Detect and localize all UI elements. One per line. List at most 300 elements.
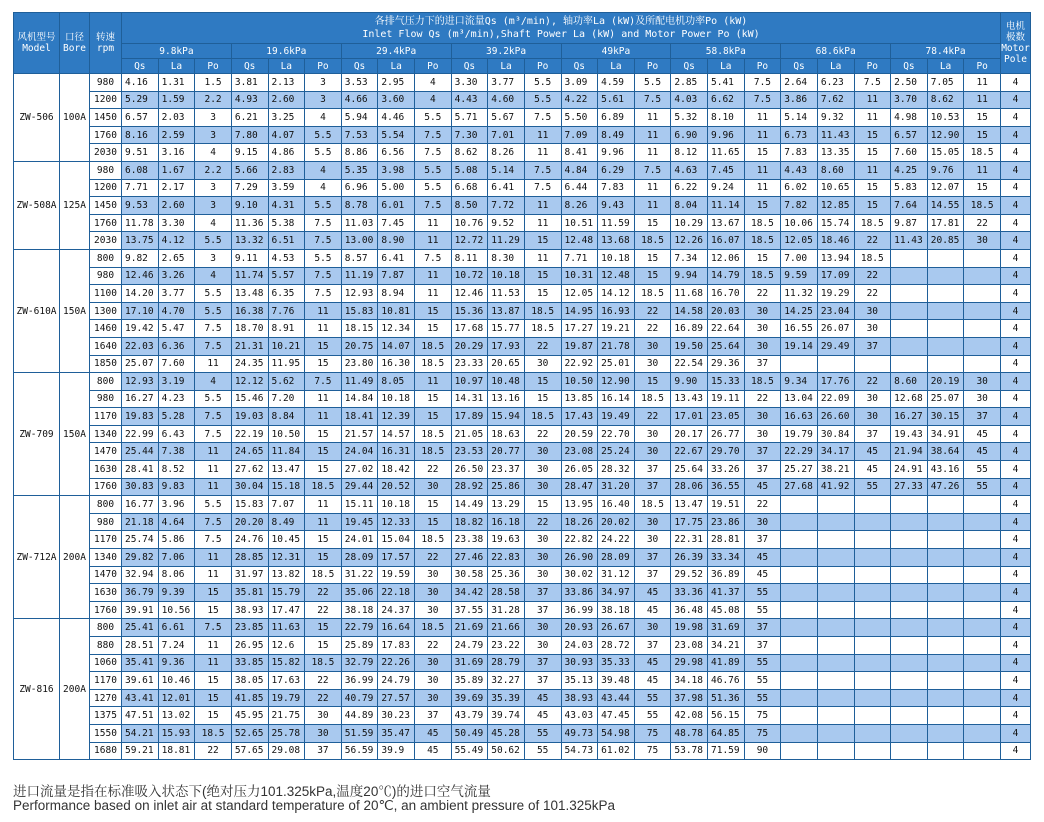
qs-cell: 26.05 [561, 461, 598, 479]
table-row [14, 724, 1031, 742]
qs-cell: 5.66 [231, 161, 268, 179]
rpm-cell: 1760 [90, 214, 122, 232]
qs-cell: 23.33 [451, 355, 488, 373]
qs-cell: 9.51 [122, 144, 159, 162]
po-cell: 11 [744, 161, 781, 179]
qs-cell: 30.83 [122, 478, 159, 496]
qs-cell: 22.67 [671, 443, 708, 461]
la-cell: 28.09 [598, 549, 635, 567]
la-cell: 6.01 [378, 197, 415, 215]
po-cell: 3 [195, 197, 232, 215]
la-cell: 19.59 [378, 566, 415, 584]
la-cell: 25.86 [488, 478, 525, 496]
la-cell: 7.01 [488, 126, 525, 144]
qs-cell: 7.53 [341, 126, 378, 144]
la-cell: 16.31 [378, 443, 415, 461]
po-cell: 37 [415, 707, 452, 725]
po-cell: 3 [305, 74, 342, 92]
motor-pole-cell: 4 [1001, 654, 1031, 672]
po-cell: 7.5 [634, 161, 671, 179]
la-cell: 3.30 [158, 214, 195, 232]
la-cell: 6.51 [268, 232, 305, 250]
qs-cell [891, 742, 928, 760]
la-cell: 2.60 [158, 197, 195, 215]
qs-cell: 20.17 [671, 425, 708, 443]
la-cell [817, 619, 854, 637]
qs-cell: 25.89 [341, 637, 378, 655]
la-cell: 8.90 [378, 232, 415, 250]
pressure-header: 39.2kPa [451, 44, 561, 59]
qs-cell: 13.95 [561, 496, 598, 514]
qs-cell: 9.11 [231, 249, 268, 267]
la-cell: 2.60 [268, 91, 305, 109]
la-cell: 12.06 [708, 249, 745, 267]
sub-header-la: La [708, 59, 745, 74]
po-cell: 45 [744, 478, 781, 496]
po-cell: 11 [964, 161, 1001, 179]
po-cell: 4 [305, 179, 342, 197]
po-cell: 15 [854, 179, 891, 197]
la-cell: 19.21 [598, 320, 635, 338]
la-cell: 12.90 [927, 126, 964, 144]
qs-cell: 7.30 [451, 126, 488, 144]
po-cell: 45 [854, 443, 891, 461]
qs-cell: 8.41 [561, 144, 598, 162]
qs-cell: 4.98 [891, 109, 928, 127]
table-row [14, 425, 1031, 443]
la-cell: 22.09 [817, 390, 854, 408]
qs-cell: 35.81 [231, 584, 268, 602]
qs-cell: 3.30 [451, 74, 488, 92]
qs-cell: 7.09 [561, 126, 598, 144]
la-cell: 27.57 [378, 689, 415, 707]
qs-cell: 27.33 [891, 478, 928, 496]
la-cell: 51.36 [708, 689, 745, 707]
qs-cell [891, 549, 928, 567]
po-cell: 15 [305, 337, 342, 355]
motor-pole-cell: 4 [1001, 672, 1031, 690]
qs-cell: 31.97 [231, 566, 268, 584]
la-cell: 3.25 [268, 109, 305, 127]
la-cell: 2.03 [158, 109, 195, 127]
qs-cell: 6.02 [781, 179, 818, 197]
la-cell: 7.62 [817, 91, 854, 109]
po-cell: 37 [305, 742, 342, 760]
sub-header-po: Po [744, 59, 781, 74]
la-cell [817, 742, 854, 760]
la-cell [927, 513, 964, 531]
qs-cell: 5.29 [122, 91, 159, 109]
qs-cell: 26.39 [671, 549, 708, 567]
sub-header-po: Po [524, 59, 561, 74]
model-cell: ZW-712A [14, 496, 60, 619]
la-cell: 22.26 [378, 654, 415, 672]
po-cell: 37 [524, 584, 561, 602]
po-cell: 55 [634, 689, 671, 707]
po-cell: 15 [415, 302, 452, 320]
qs-cell: 19.98 [671, 619, 708, 637]
rpm-cell: 1760 [90, 601, 122, 619]
po-cell: 11 [634, 179, 671, 197]
la-cell: 5.67 [488, 109, 525, 127]
la-cell: 33.26 [708, 461, 745, 479]
qs-cell: 16.38 [231, 302, 268, 320]
la-cell: 2.13 [268, 74, 305, 92]
po-cell: 15 [524, 496, 561, 514]
qs-cell: 20.59 [561, 425, 598, 443]
la-cell: 12.33 [378, 513, 415, 531]
qs-cell: 10.31 [561, 267, 598, 285]
po-cell [964, 654, 1001, 672]
qs-cell: 43.41 [122, 689, 159, 707]
po-cell: 7.5 [305, 267, 342, 285]
qs-cell [781, 654, 818, 672]
qs-cell [891, 566, 928, 584]
po-cell: 7.5 [195, 619, 232, 637]
la-cell: 11.43 [817, 126, 854, 144]
qs-cell: 32.94 [122, 566, 159, 584]
po-cell [964, 496, 1001, 514]
qs-cell: 19.14 [781, 337, 818, 355]
qs-cell: 35.06 [341, 584, 378, 602]
rpm-cell: 1630 [90, 584, 122, 602]
sub-header-qs: Qs [122, 59, 159, 74]
qs-cell: 8.86 [341, 144, 378, 162]
pressure-header: 78.4kPa [891, 44, 1001, 59]
qs-cell: 23.38 [451, 531, 488, 549]
la-cell [927, 496, 964, 514]
la-cell: 4.60 [488, 91, 525, 109]
po-cell: 22 [634, 302, 671, 320]
po-cell: 90 [744, 742, 781, 760]
qs-cell: 16.89 [671, 320, 708, 338]
po-cell: 5.5 [415, 161, 452, 179]
qs-cell: 6.21 [231, 109, 268, 127]
la-cell: 5.28 [158, 408, 195, 426]
rpm-cell: 800 [90, 373, 122, 391]
po-cell: 11 [195, 637, 232, 655]
po-cell: 3 [195, 179, 232, 197]
la-cell: 71.59 [708, 742, 745, 760]
po-cell [964, 619, 1001, 637]
la-cell: 8.62 [927, 91, 964, 109]
bore-cell: 100A [60, 74, 90, 162]
rpm-cell: 1340 [90, 549, 122, 567]
qs-cell: 12.12 [231, 373, 268, 391]
la-cell: 16.30 [378, 355, 415, 373]
qs-cell: 28.51 [122, 637, 159, 655]
motor-pole-cell: 4 [1001, 161, 1031, 179]
qs-cell: 21.18 [122, 513, 159, 531]
la-cell: 9.43 [598, 197, 635, 215]
la-cell: 6.41 [378, 249, 415, 267]
la-cell: 4.59 [598, 74, 635, 92]
qs-cell: 6.90 [671, 126, 708, 144]
po-cell: 11 [854, 161, 891, 179]
qs-cell: 11.43 [891, 232, 928, 250]
po-cell: 4 [195, 267, 232, 285]
po-cell: 55 [524, 742, 561, 760]
rpm-cell: 1450 [90, 109, 122, 127]
po-cell: 18.5 [524, 302, 561, 320]
qs-cell: 4.43 [781, 161, 818, 179]
la-cell: 10.21 [268, 337, 305, 355]
qs-cell: 28.09 [341, 549, 378, 567]
la-cell [927, 549, 964, 567]
la-cell: 23.86 [708, 513, 745, 531]
la-cell: 12.85 [817, 197, 854, 215]
table-header [14, 13, 1031, 74]
po-cell [964, 689, 1001, 707]
po-cell: 7.5 [195, 425, 232, 443]
qs-cell: 8.60 [891, 373, 928, 391]
la-cell: 36.55 [708, 478, 745, 496]
bore-cell: 150A [60, 373, 90, 496]
po-cell: 75 [634, 724, 671, 742]
la-cell: 15.77 [488, 320, 525, 338]
la-cell [927, 689, 964, 707]
la-cell: 18.81 [158, 742, 195, 760]
po-cell: 5.5 [195, 232, 232, 250]
po-cell: 7.5 [305, 214, 342, 232]
po-cell: 22 [854, 285, 891, 303]
po-cell: 30 [415, 478, 452, 496]
qs-cell: 52.65 [231, 724, 268, 742]
po-cell: 15 [195, 672, 232, 690]
la-cell: 38.18 [598, 601, 635, 619]
qs-cell: 7.34 [671, 249, 708, 267]
po-cell: 4 [305, 161, 342, 179]
po-cell: 55 [744, 584, 781, 602]
la-cell: 33.34 [708, 549, 745, 567]
table-row [14, 109, 1031, 127]
rpm-cell: 1550 [90, 724, 122, 742]
la-cell: 10.65 [817, 179, 854, 197]
la-cell: 7.20 [268, 390, 305, 408]
sub-header-qs: Qs [341, 59, 378, 74]
qs-cell [781, 637, 818, 655]
qs-cell: 4.43 [451, 91, 488, 109]
qs-cell: 24.03 [561, 637, 598, 655]
la-cell: 8.30 [488, 249, 525, 267]
po-cell: 7.5 [415, 197, 452, 215]
qs-cell: 23.85 [231, 619, 268, 637]
qs-cell [891, 672, 928, 690]
la-cell: 2.17 [158, 179, 195, 197]
la-cell: 11.59 [598, 214, 635, 232]
rpm-cell: 800 [90, 249, 122, 267]
qs-cell: 4.25 [891, 161, 928, 179]
table-row [14, 320, 1031, 338]
qs-cell: 27.46 [451, 549, 488, 567]
la-cell: 30.15 [927, 408, 964, 426]
la-cell: 13.94 [817, 249, 854, 267]
qs-cell: 23.08 [561, 443, 598, 461]
po-cell: 37 [744, 355, 781, 373]
qs-cell: 9.34 [781, 373, 818, 391]
qs-cell [781, 496, 818, 514]
la-cell: 10.45 [268, 531, 305, 549]
sub-header-po: Po [854, 59, 891, 74]
po-cell: 30 [634, 337, 671, 355]
po-cell: 45 [634, 654, 671, 672]
qs-cell: 22.82 [561, 531, 598, 549]
po-cell: 22 [415, 637, 452, 655]
la-cell: 20.19 [927, 373, 964, 391]
qs-cell: 12.48 [561, 232, 598, 250]
po-cell [854, 742, 891, 760]
qs-cell: 26.95 [231, 637, 268, 655]
la-cell: 21.78 [598, 337, 635, 355]
po-cell: 15 [195, 601, 232, 619]
po-cell: 11 [524, 249, 561, 267]
po-cell: 7.5 [634, 91, 671, 109]
la-cell: 45.08 [708, 601, 745, 619]
po-cell: 22 [634, 320, 671, 338]
po-cell [964, 742, 1001, 760]
motor-pole-en-1: Motor [1001, 43, 1030, 54]
motor-pole-cell: 4 [1001, 337, 1031, 355]
la-cell: 26.77 [708, 425, 745, 443]
po-cell: 11 [744, 109, 781, 127]
qs-cell: 45.95 [231, 707, 268, 725]
sub-header-qs: Qs [231, 59, 268, 74]
rpm-cell: 1760 [90, 478, 122, 496]
la-cell: 2.65 [158, 249, 195, 267]
la-cell: 12.34 [378, 320, 415, 338]
po-cell: 15 [305, 549, 342, 567]
la-cell: 14.55 [927, 197, 964, 215]
model-cell: ZW-816 [14, 619, 60, 760]
la-cell: 12.39 [378, 408, 415, 426]
rpm-cell: 1850 [90, 355, 122, 373]
po-cell: 22 [634, 408, 671, 426]
la-cell: 38.64 [927, 443, 964, 461]
po-cell: 7.5 [305, 232, 342, 250]
qs-cell [891, 619, 928, 637]
po-cell [854, 549, 891, 567]
po-cell [854, 531, 891, 549]
qs-cell [891, 320, 928, 338]
la-cell: 3.77 [158, 285, 195, 303]
qs-cell: 9.94 [671, 267, 708, 285]
rpm-cell: 2030 [90, 144, 122, 162]
po-cell: 18.5 [415, 619, 452, 637]
qs-cell: 39.69 [451, 689, 488, 707]
po-cell [964, 320, 1001, 338]
qs-cell: 44.89 [341, 707, 378, 725]
qs-cell: 5.08 [451, 161, 488, 179]
la-cell: 39.74 [488, 707, 525, 725]
po-cell: 55 [634, 707, 671, 725]
qs-cell: 7.82 [781, 197, 818, 215]
po-cell: 15 [415, 408, 452, 426]
qs-cell: 11.68 [671, 285, 708, 303]
la-cell [817, 654, 854, 672]
motor-pole-cell: 4 [1001, 637, 1031, 655]
qs-cell: 18.41 [341, 408, 378, 426]
po-cell [854, 566, 891, 584]
qs-cell: 4.22 [561, 91, 598, 109]
po-cell: 7.5 [305, 285, 342, 303]
qs-cell: 4.84 [561, 161, 598, 179]
la-cell: 35.47 [378, 724, 415, 742]
la-cell: 17.76 [817, 373, 854, 391]
la-cell: 3.60 [378, 91, 415, 109]
qs-cell: 49.73 [561, 724, 598, 742]
la-cell [927, 337, 964, 355]
rpm-cell: 1340 [90, 425, 122, 443]
qs-cell: 8.04 [671, 197, 708, 215]
qs-cell: 14.25 [781, 302, 818, 320]
po-cell: 15 [634, 267, 671, 285]
po-cell: 55 [744, 689, 781, 707]
po-cell: 11 [195, 549, 232, 567]
po-cell [964, 707, 1001, 725]
po-cell: 11 [524, 126, 561, 144]
la-cell: 17.57 [378, 549, 415, 567]
table-row [14, 461, 1031, 479]
qs-cell: 22.79 [341, 619, 378, 637]
motor-pole-cell: 4 [1001, 285, 1031, 303]
qs-cell: 12.46 [122, 267, 159, 285]
la-cell: 11.29 [488, 232, 525, 250]
po-cell [964, 249, 1001, 267]
la-cell: 26.07 [817, 320, 854, 338]
la-cell: 36.89 [708, 566, 745, 584]
qs-cell: 39.61 [122, 672, 159, 690]
motor-pole-cell: 4 [1001, 126, 1031, 144]
po-cell: 30 [634, 425, 671, 443]
qs-cell: 17.89 [451, 408, 488, 426]
la-cell: 16.07 [708, 232, 745, 250]
la-cell: 20.77 [488, 443, 525, 461]
model-header-zh: 风机型号 [17, 32, 56, 43]
qs-cell: 11.19 [341, 267, 378, 285]
po-cell: 15 [195, 584, 232, 602]
qs-cell: 18.26 [561, 513, 598, 531]
la-cell: 9.36 [158, 654, 195, 672]
la-cell: 23.22 [488, 637, 525, 655]
po-cell: 30 [415, 566, 452, 584]
motor-pole-cell: 4 [1001, 355, 1031, 373]
qs-cell [891, 285, 928, 303]
po-cell: 30 [854, 302, 891, 320]
qs-cell: 13.48 [231, 285, 268, 303]
sub-header-po: Po [964, 59, 1001, 74]
po-cell: 15 [964, 109, 1001, 127]
la-cell: 17.81 [927, 214, 964, 232]
qs-cell: 25.74 [122, 531, 159, 549]
qs-cell: 53.78 [671, 742, 708, 760]
po-cell: 15 [195, 707, 232, 725]
table-row [14, 408, 1031, 426]
qs-cell: 13.04 [781, 390, 818, 408]
sub-header-po: Po [415, 59, 452, 74]
qs-cell [781, 724, 818, 742]
la-cell: 7.24 [158, 637, 195, 655]
po-cell: 11 [415, 232, 452, 250]
la-cell: 31.12 [598, 566, 635, 584]
qs-cell: 14.49 [451, 496, 488, 514]
po-cell [964, 724, 1001, 742]
la-cell: 29.08 [268, 742, 305, 760]
qs-cell [891, 496, 928, 514]
qs-cell: 10.50 [561, 373, 598, 391]
qs-cell: 21.69 [451, 619, 488, 637]
la-cell: 7.38 [158, 443, 195, 461]
bore-cell: 200A [60, 496, 90, 619]
